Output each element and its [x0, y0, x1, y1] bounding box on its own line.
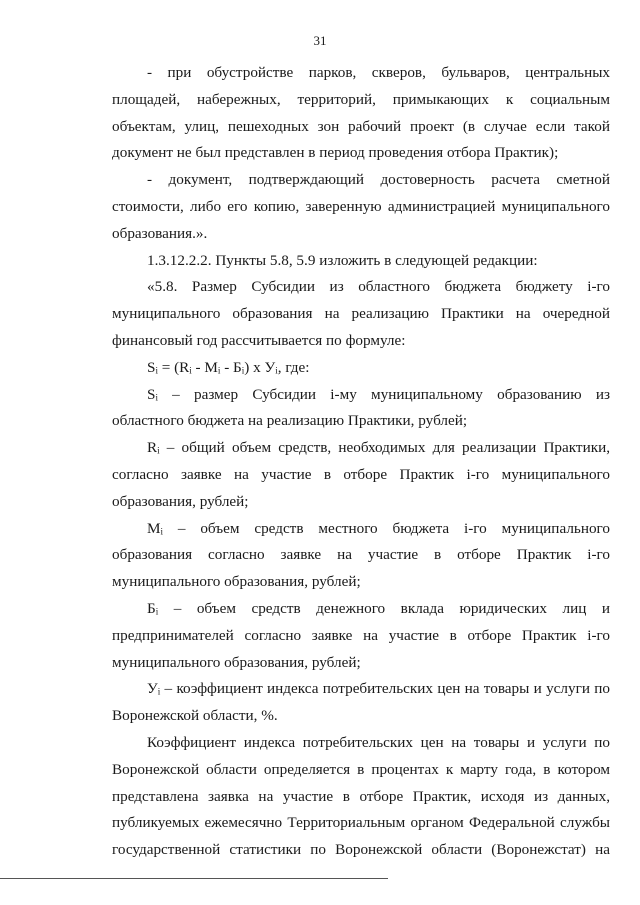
- paragraph-project-docs: - при обустройстве парков, скверов, бульваров, центральных площадей, набережных, территорий, примыкающих к социальным объектам, улиц, пешеходных зон рабочий проект (в случае если такой документ не был представлен в период проведения отбора Практик);: [112, 64, 610, 162]
- paragraph-def-s: Sᵢ – размер Субсидии i-му муниципальному образованию из областного бюджета на реализацию Практики, рублей;: [112, 385, 610, 430]
- paragraph-cost-confirmation: - документ, подтверждающий достоверность расчета сметной стоимости, либо его копию, заверенную администрацией муниципального образования.».: [112, 171, 610, 242]
- paragraph-def-u: Уᵢ – коэффициент индекса потребительских цен на товары и услуги по Воронежской области, %.: [112, 680, 610, 725]
- paragraph-subsidy-size: «5.8. Размер Субсидии из областного бюджета бюджету i-го муниципального образования на реализацию Практики на очередной финансовый год рассчитывается по формуле:: [112, 278, 610, 349]
- paragraph-cpi-coefficient: Коэффициент индекса потребительских цен на товары и услуги по Воронежской области определяется в процентах к марту года, в котором представлена заявка на участие в отборе Практик, исходя из данных, публикуемых ежемесячно Территориальным органом Федеральной службы государственной статистики по Воронежской области (Воронежстат) на: [112, 733, 610, 859]
- paragraph-def-b: Бᵢ – объем средств денежного вклада юридических лиц и предпринимателей согласно заявке на участие в отборе Практик i-го муниципального образования, рублей;: [112, 599, 610, 671]
- document-body: [112, 60, 610, 864]
- footnote-divider: [0, 878, 388, 879]
- paragraph-formula: Sᵢ = (Rᵢ - Mᵢ - Бᵢ) x Уᵢ, где:: [147, 358, 310, 376]
- paragraph-def-m: Mᵢ – объем средств местного бюджета i-го муниципального образования согласно заявке на участие в отборе Практик i-го муниципального образования, рублей;: [112, 519, 610, 591]
- paragraph-def-r: Rᵢ – общий объем средств, необходимых для реализации Практики, согласно заявке на участие в отборе Практик i-го муниципального образования, рублей;: [112, 439, 610, 510]
- page-number: 31: [313, 33, 327, 48]
- paragraph-clause-amendment: 1.3.12.2.2. Пункты 5.8, 5.9 изложить в следующей редакции:: [147, 251, 538, 269]
